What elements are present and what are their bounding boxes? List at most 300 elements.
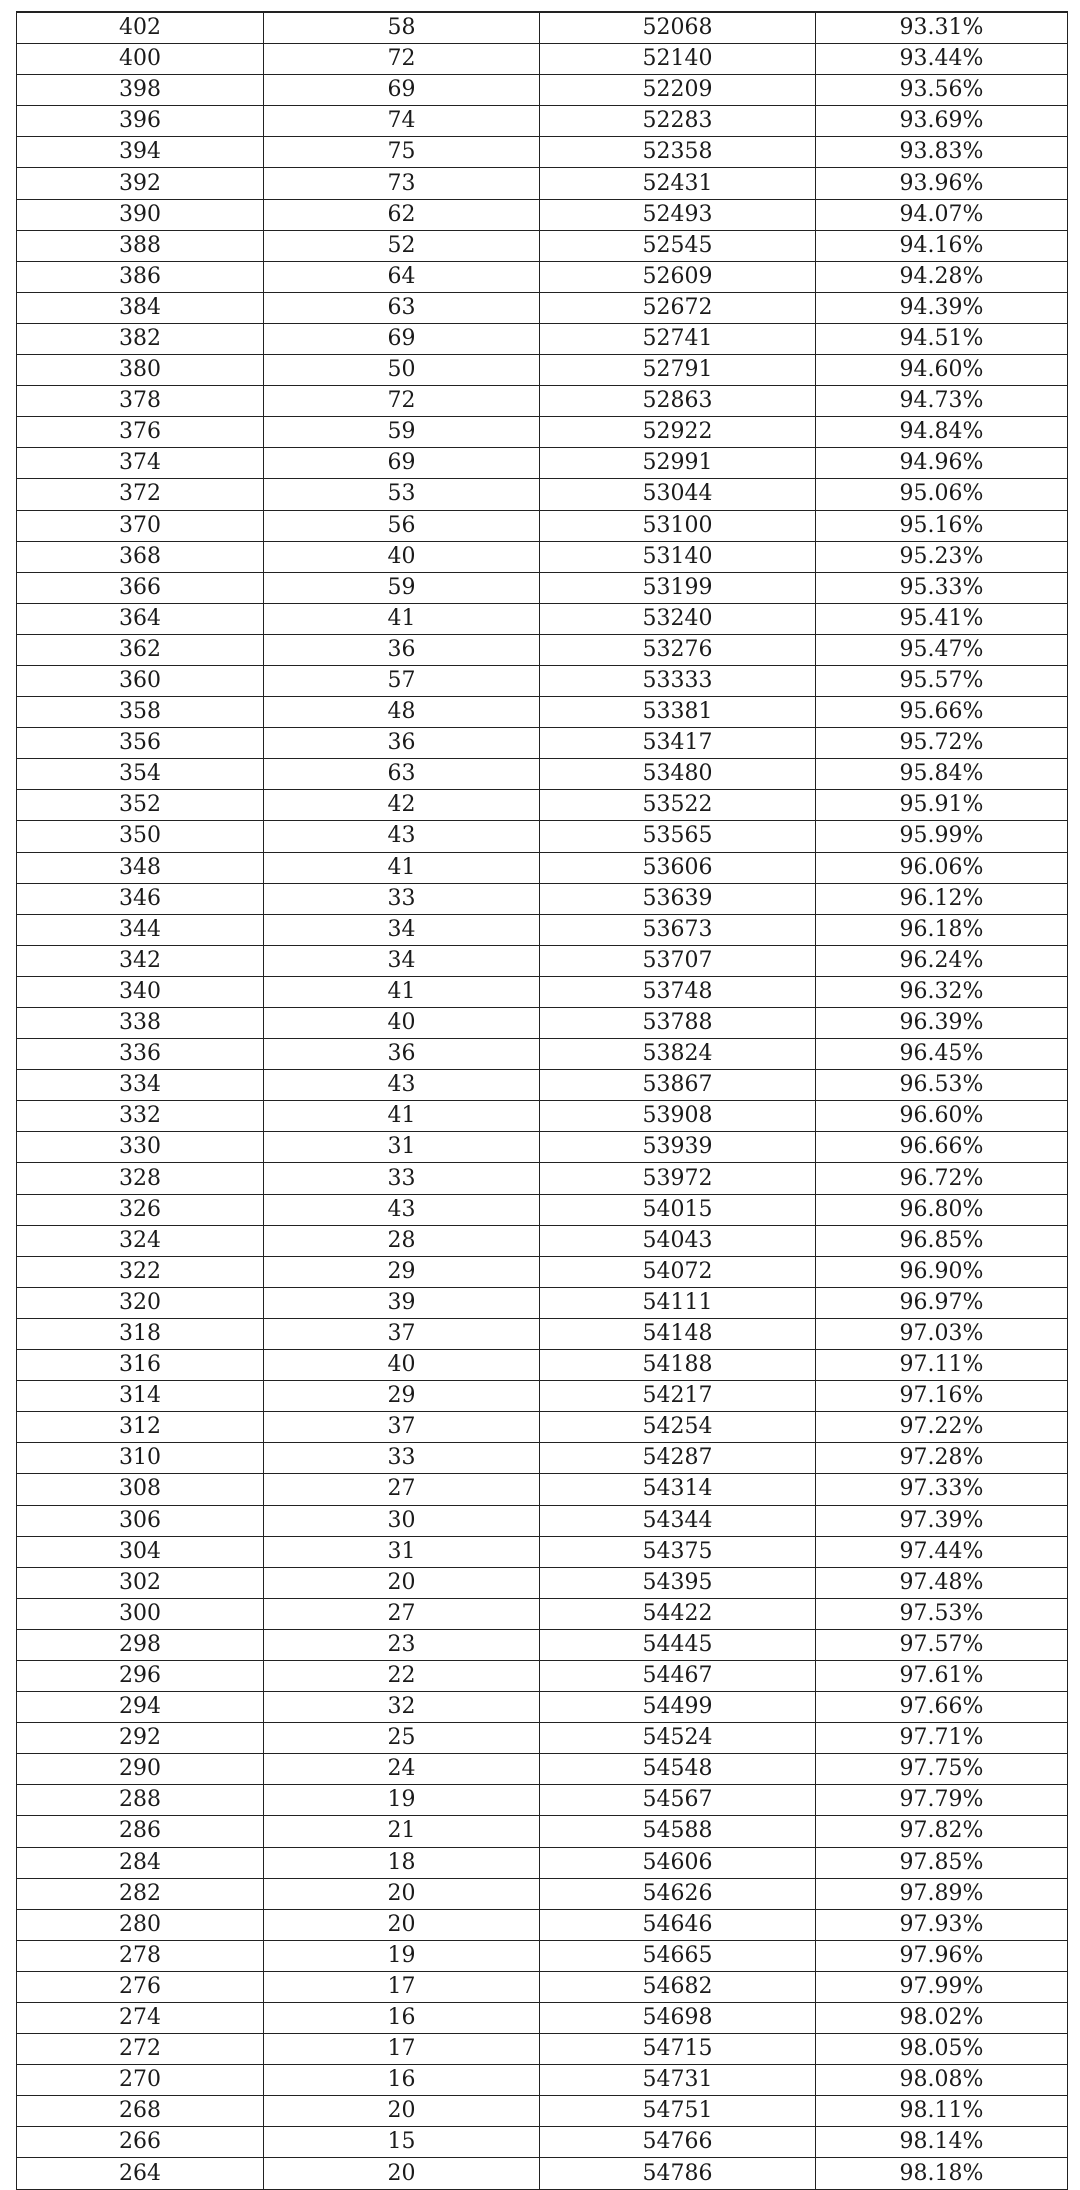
count-cell: 53 xyxy=(264,479,540,510)
table-row xyxy=(17,759,1068,790)
cumulative-count-cell: 53867 xyxy=(540,1070,816,1101)
score-cell: 374 xyxy=(17,448,264,479)
score-cell: 332 xyxy=(17,1101,264,1132)
count-cell: 42 xyxy=(264,790,540,821)
cumulative-percent-cell: 97.71% xyxy=(816,1723,1068,1754)
cumulative-count-cell: 54072 xyxy=(540,1256,816,1287)
cumulative-count-cell: 53140 xyxy=(540,541,816,572)
cumulative-count-cell: 52791 xyxy=(540,355,816,386)
cumulative-percent-cell: 93.44% xyxy=(816,44,1068,75)
cumulative-percent-cell: 95.57% xyxy=(816,665,1068,696)
count-cell: 27 xyxy=(264,1598,540,1629)
table-row xyxy=(17,1101,1068,1132)
count-cell: 21 xyxy=(264,1816,540,1847)
cumulative-percent-cell: 95.84% xyxy=(816,759,1068,790)
cumulative-percent-cell: 97.57% xyxy=(816,1629,1068,1660)
cumulative-percent-cell: 98.05% xyxy=(816,2034,1068,2065)
cumulative-count-cell: 53673 xyxy=(540,914,816,945)
table-row xyxy=(17,2096,1068,2127)
count-cell: 25 xyxy=(264,1723,540,1754)
cumulative-percent-cell: 96.60% xyxy=(816,1101,1068,1132)
table-row xyxy=(17,1163,1068,1194)
count-cell: 40 xyxy=(264,541,540,572)
table-row xyxy=(17,1256,1068,1287)
cumulative-percent-cell: 96.32% xyxy=(816,976,1068,1007)
cumulative-percent-cell: 96.45% xyxy=(816,1039,1068,1070)
count-cell: 34 xyxy=(264,914,540,945)
table-row xyxy=(17,697,1068,728)
cumulative-percent-cell: 97.93% xyxy=(816,1909,1068,1940)
cumulative-count-cell: 52358 xyxy=(540,137,816,168)
cumulative-percent-cell: 95.06% xyxy=(816,479,1068,510)
table-row xyxy=(17,603,1068,634)
count-cell: 36 xyxy=(264,1039,540,1070)
cumulative-percent-cell: 97.03% xyxy=(816,1318,1068,1349)
cumulative-percent-cell: 96.97% xyxy=(816,1287,1068,1318)
cumulative-count-cell: 53100 xyxy=(540,510,816,541)
table-row xyxy=(17,852,1068,883)
cumulative-percent-cell: 94.07% xyxy=(816,199,1068,230)
cumulative-count-cell: 54751 xyxy=(540,2096,816,2127)
cumulative-count-cell: 54524 xyxy=(540,1723,816,1754)
cumulative-percent-cell: 94.16% xyxy=(816,230,1068,261)
cumulative-count-cell: 54606 xyxy=(540,1847,816,1878)
cumulative-count-cell: 54715 xyxy=(540,2034,816,2065)
cumulative-percent-cell: 98.14% xyxy=(816,2127,1068,2158)
score-cell: 284 xyxy=(17,1847,264,1878)
cumulative-count-cell: 54148 xyxy=(540,1318,816,1349)
table-row xyxy=(17,386,1068,417)
cumulative-percent-cell: 97.53% xyxy=(816,1598,1068,1629)
score-cell: 340 xyxy=(17,976,264,1007)
score-cell: 266 xyxy=(17,2127,264,2158)
table-row xyxy=(17,199,1068,230)
score-cell: 316 xyxy=(17,1350,264,1381)
cumulative-percent-cell: 93.31% xyxy=(816,12,1068,44)
cumulative-percent-cell: 96.39% xyxy=(816,1008,1068,1039)
table-row xyxy=(17,2003,1068,2034)
cumulative-count-cell: 54111 xyxy=(540,1287,816,1318)
score-cell: 402 xyxy=(17,12,264,44)
score-cell: 324 xyxy=(17,1225,264,1256)
table-row xyxy=(17,1692,1068,1723)
table-row xyxy=(17,1474,1068,1505)
count-cell: 72 xyxy=(264,386,540,417)
score-cell: 394 xyxy=(17,137,264,168)
table-row xyxy=(17,1971,1068,2002)
table-row xyxy=(17,1567,1068,1598)
table-row xyxy=(17,2127,1068,2158)
score-cell: 392 xyxy=(17,168,264,199)
score-cell: 346 xyxy=(17,883,264,914)
count-cell: 32 xyxy=(264,1692,540,1723)
cumulative-count-cell: 53522 xyxy=(540,790,816,821)
count-cell: 20 xyxy=(264,2096,540,2127)
count-cell: 20 xyxy=(264,1567,540,1598)
score-cell: 388 xyxy=(17,230,264,261)
cumulative-count-cell: 54786 xyxy=(540,2158,816,2189)
cumulative-percent-cell: 97.16% xyxy=(816,1381,1068,1412)
cumulative-count-cell: 54766 xyxy=(540,2127,816,2158)
table-row xyxy=(17,1629,1068,1660)
score-cell: 342 xyxy=(17,945,264,976)
count-cell: 27 xyxy=(264,1474,540,1505)
table-row xyxy=(17,1505,1068,1536)
cumulative-count-cell: 54665 xyxy=(540,1940,816,1971)
score-cell: 322 xyxy=(17,1256,264,1287)
cumulative-percent-cell: 97.89% xyxy=(816,1878,1068,1909)
table-row xyxy=(17,417,1068,448)
score-cell: 338 xyxy=(17,1008,264,1039)
score-cell: 304 xyxy=(17,1536,264,1567)
table-row xyxy=(17,1785,1068,1816)
table-row xyxy=(17,479,1068,510)
table-row xyxy=(17,634,1068,665)
score-cell: 370 xyxy=(17,510,264,541)
cumulative-count-cell: 53908 xyxy=(540,1101,816,1132)
table-row xyxy=(17,1940,1068,1971)
cumulative-count-cell: 53240 xyxy=(540,603,816,634)
cumulative-percent-cell: 97.99% xyxy=(816,1971,1068,2002)
table-row xyxy=(17,106,1068,137)
table-row xyxy=(17,448,1068,479)
score-cell: 358 xyxy=(17,697,264,728)
cumulative-percent-cell: 97.85% xyxy=(816,1847,1068,1878)
table-row xyxy=(17,355,1068,386)
score-cell: 300 xyxy=(17,1598,264,1629)
cumulative-count-cell: 53417 xyxy=(540,728,816,759)
count-cell: 64 xyxy=(264,261,540,292)
cumulative-count-cell: 54698 xyxy=(540,2003,816,2034)
cumulative-count-cell: 53788 xyxy=(540,1008,816,1039)
count-cell: 34 xyxy=(264,945,540,976)
score-cell: 270 xyxy=(17,2065,264,2096)
count-cell: 19 xyxy=(264,1785,540,1816)
score-cell: 334 xyxy=(17,1070,264,1101)
count-cell: 17 xyxy=(264,2034,540,2065)
cumulative-count-cell: 54188 xyxy=(540,1350,816,1381)
count-cell: 20 xyxy=(264,1909,540,1940)
cumulative-percent-cell: 96.80% xyxy=(816,1194,1068,1225)
table-row xyxy=(17,510,1068,541)
cumulative-percent-cell: 93.83% xyxy=(816,137,1068,168)
table-row xyxy=(17,883,1068,914)
table-row xyxy=(17,137,1068,168)
cumulative-count-cell: 53333 xyxy=(540,665,816,696)
cumulative-count-cell: 52283 xyxy=(540,106,816,137)
count-cell: 74 xyxy=(264,106,540,137)
cumulative-percent-cell: 96.85% xyxy=(816,1225,1068,1256)
cumulative-percent-cell: 97.11% xyxy=(816,1350,1068,1381)
score-cell: 302 xyxy=(17,1567,264,1598)
score-distribution-table xyxy=(16,11,1068,2190)
cumulative-percent-cell: 97.48% xyxy=(816,1567,1068,1598)
count-cell: 69 xyxy=(264,323,540,354)
cumulative-percent-cell: 96.12% xyxy=(816,883,1068,914)
table-row xyxy=(17,1816,1068,1847)
count-cell: 52 xyxy=(264,230,540,261)
score-cell: 288 xyxy=(17,1785,264,1816)
score-cell: 292 xyxy=(17,1723,264,1754)
count-cell: 39 xyxy=(264,1287,540,1318)
cumulative-count-cell: 53565 xyxy=(540,821,816,852)
cumulative-percent-cell: 97.39% xyxy=(816,1505,1068,1536)
cumulative-count-cell: 53276 xyxy=(540,634,816,665)
score-cell: 348 xyxy=(17,852,264,883)
cumulative-count-cell: 53639 xyxy=(540,883,816,914)
cumulative-percent-cell: 96.06% xyxy=(816,852,1068,883)
table-row xyxy=(17,914,1068,945)
table-row xyxy=(17,1381,1068,1412)
cumulative-percent-cell: 96.24% xyxy=(816,945,1068,976)
score-cell: 312 xyxy=(17,1412,264,1443)
count-cell: 20 xyxy=(264,2158,540,2189)
cumulative-count-cell: 54015 xyxy=(540,1194,816,1225)
cumulative-percent-cell: 97.96% xyxy=(816,1940,1068,1971)
table-row xyxy=(17,1008,1068,1039)
count-cell: 30 xyxy=(264,1505,540,1536)
score-cell: 352 xyxy=(17,790,264,821)
count-cell: 56 xyxy=(264,510,540,541)
table-row xyxy=(17,2065,1068,2096)
table-row xyxy=(17,1443,1068,1474)
cumulative-percent-cell: 97.75% xyxy=(816,1754,1068,1785)
score-cell: 326 xyxy=(17,1194,264,1225)
table-row xyxy=(17,728,1068,759)
cumulative-percent-cell: 94.51% xyxy=(816,323,1068,354)
count-cell: 19 xyxy=(264,1940,540,1971)
count-cell: 58 xyxy=(264,12,540,44)
count-cell: 50 xyxy=(264,355,540,386)
count-cell: 40 xyxy=(264,1008,540,1039)
cumulative-count-cell: 54548 xyxy=(540,1754,816,1785)
cumulative-count-cell: 53972 xyxy=(540,1163,816,1194)
table-row xyxy=(17,230,1068,261)
cumulative-percent-cell: 98.18% xyxy=(816,2158,1068,2189)
cumulative-percent-cell: 97.66% xyxy=(816,1692,1068,1723)
count-cell: 59 xyxy=(264,572,540,603)
table-row xyxy=(17,1194,1068,1225)
count-cell: 48 xyxy=(264,697,540,728)
score-cell: 364 xyxy=(17,603,264,634)
count-cell: 41 xyxy=(264,852,540,883)
cumulative-percent-cell: 97.82% xyxy=(816,1816,1068,1847)
cumulative-count-cell: 54682 xyxy=(540,1971,816,2002)
cumulative-count-cell: 54646 xyxy=(540,1909,816,1940)
score-cell: 328 xyxy=(17,1163,264,1194)
cumulative-percent-cell: 94.28% xyxy=(816,261,1068,292)
table-row xyxy=(17,1598,1068,1629)
count-cell: 43 xyxy=(264,821,540,852)
cumulative-percent-cell: 96.53% xyxy=(816,1070,1068,1101)
score-cell: 336 xyxy=(17,1039,264,1070)
cumulative-percent-cell: 96.90% xyxy=(816,1256,1068,1287)
table-row xyxy=(17,790,1068,821)
count-cell: 41 xyxy=(264,976,540,1007)
count-cell: 62 xyxy=(264,199,540,230)
table-row xyxy=(17,1909,1068,1940)
cumulative-count-cell: 54254 xyxy=(540,1412,816,1443)
cumulative-count-cell: 52741 xyxy=(540,323,816,354)
score-cell: 320 xyxy=(17,1287,264,1318)
cumulative-count-cell: 52922 xyxy=(540,417,816,448)
cumulative-percent-cell: 94.84% xyxy=(816,417,1068,448)
table-row xyxy=(17,1660,1068,1691)
cumulative-count-cell: 52863 xyxy=(540,386,816,417)
count-cell: 28 xyxy=(264,1225,540,1256)
table-row xyxy=(17,945,1068,976)
score-cell: 330 xyxy=(17,1132,264,1163)
cumulative-count-cell: 52140 xyxy=(540,44,816,75)
count-cell: 37 xyxy=(264,1318,540,1349)
score-cell: 400 xyxy=(17,44,264,75)
count-cell: 69 xyxy=(264,75,540,106)
cumulative-count-cell: 52672 xyxy=(540,292,816,323)
count-cell: 59 xyxy=(264,417,540,448)
cumulative-percent-cell: 95.41% xyxy=(816,603,1068,634)
cumulative-percent-cell: 95.66% xyxy=(816,697,1068,728)
count-cell: 22 xyxy=(264,1660,540,1691)
cumulative-count-cell: 54287 xyxy=(540,1443,816,1474)
score-cell: 354 xyxy=(17,759,264,790)
score-cell: 386 xyxy=(17,261,264,292)
cumulative-percent-cell: 98.08% xyxy=(816,2065,1068,2096)
score-cell: 344 xyxy=(17,914,264,945)
count-cell: 63 xyxy=(264,759,540,790)
score-cell: 314 xyxy=(17,1381,264,1412)
table-row xyxy=(17,323,1068,354)
cumulative-count-cell: 53044 xyxy=(540,479,816,510)
table-row xyxy=(17,665,1068,696)
cumulative-percent-cell: 95.23% xyxy=(816,541,1068,572)
score-cell: 282 xyxy=(17,1878,264,1909)
score-cell: 296 xyxy=(17,1660,264,1691)
cumulative-percent-cell: 96.66% xyxy=(816,1132,1068,1163)
count-cell: 73 xyxy=(264,168,540,199)
score-cell: 378 xyxy=(17,386,264,417)
cumulative-percent-cell: 95.91% xyxy=(816,790,1068,821)
cumulative-count-cell: 53707 xyxy=(540,945,816,976)
table-row xyxy=(17,261,1068,292)
table-row xyxy=(17,1287,1068,1318)
cumulative-count-cell: 54217 xyxy=(540,1381,816,1412)
table-row xyxy=(17,1847,1068,1878)
score-cell: 310 xyxy=(17,1443,264,1474)
cumulative-count-cell: 53199 xyxy=(540,572,816,603)
cumulative-count-cell: 54375 xyxy=(540,1536,816,1567)
cumulative-count-cell: 54731 xyxy=(540,2065,816,2096)
count-cell: 15 xyxy=(264,2127,540,2158)
score-cell: 382 xyxy=(17,323,264,354)
table-row xyxy=(17,1723,1068,1754)
table-row xyxy=(17,1318,1068,1349)
table-row xyxy=(17,44,1068,75)
cumulative-count-cell: 54588 xyxy=(540,1816,816,1847)
cumulative-percent-cell: 98.02% xyxy=(816,2003,1068,2034)
count-cell: 37 xyxy=(264,1412,540,1443)
table-body xyxy=(17,12,1068,2189)
table-row xyxy=(17,1754,1068,1785)
cumulative-count-cell: 54314 xyxy=(540,1474,816,1505)
cumulative-count-cell: 54445 xyxy=(540,1629,816,1660)
cumulative-percent-cell: 97.44% xyxy=(816,1536,1068,1567)
count-cell: 43 xyxy=(264,1070,540,1101)
table-row xyxy=(17,1536,1068,1567)
cumulative-percent-cell: 95.99% xyxy=(816,821,1068,852)
score-cell: 318 xyxy=(17,1318,264,1349)
cumulative-percent-cell: 97.79% xyxy=(816,1785,1068,1816)
cumulative-percent-cell: 95.47% xyxy=(816,634,1068,665)
score-cell: 384 xyxy=(17,292,264,323)
count-cell: 33 xyxy=(264,1443,540,1474)
score-cell: 280 xyxy=(17,1909,264,1940)
cumulative-percent-cell: 93.96% xyxy=(816,168,1068,199)
count-cell: 29 xyxy=(264,1381,540,1412)
table-row xyxy=(17,976,1068,1007)
table-row xyxy=(17,292,1068,323)
cumulative-percent-cell: 97.61% xyxy=(816,1660,1068,1691)
cumulative-count-cell: 52431 xyxy=(540,168,816,199)
score-cell: 350 xyxy=(17,821,264,852)
table-row xyxy=(17,1070,1068,1101)
count-cell: 43 xyxy=(264,1194,540,1225)
cumulative-count-cell: 54395 xyxy=(540,1567,816,1598)
count-cell: 72 xyxy=(264,44,540,75)
cumulative-count-cell: 54043 xyxy=(540,1225,816,1256)
cumulative-percent-cell: 94.39% xyxy=(816,292,1068,323)
cumulative-percent-cell: 98.11% xyxy=(816,2096,1068,2127)
count-cell: 63 xyxy=(264,292,540,323)
score-cell: 272 xyxy=(17,2034,264,2065)
score-cell: 362 xyxy=(17,634,264,665)
cumulative-percent-cell: 94.73% xyxy=(816,386,1068,417)
cumulative-count-cell: 54499 xyxy=(540,1692,816,1723)
score-cell: 356 xyxy=(17,728,264,759)
table-row xyxy=(17,541,1068,572)
cumulative-count-cell: 52209 xyxy=(540,75,816,106)
cumulative-percent-cell: 97.28% xyxy=(816,1443,1068,1474)
table-row xyxy=(17,1412,1068,1443)
cumulative-count-cell: 53381 xyxy=(540,697,816,728)
cumulative-count-cell: 53824 xyxy=(540,1039,816,1070)
cumulative-count-cell: 54567 xyxy=(540,1785,816,1816)
cumulative-count-cell: 54422 xyxy=(540,1598,816,1629)
cumulative-percent-cell: 95.33% xyxy=(816,572,1068,603)
score-cell: 278 xyxy=(17,1940,264,1971)
score-cell: 276 xyxy=(17,1971,264,2002)
count-cell: 31 xyxy=(264,1132,540,1163)
table-row xyxy=(17,2158,1068,2189)
count-cell: 33 xyxy=(264,883,540,914)
table-row xyxy=(17,1132,1068,1163)
score-cell: 268 xyxy=(17,2096,264,2127)
count-cell: 36 xyxy=(264,634,540,665)
table-row xyxy=(17,1878,1068,1909)
count-cell: 24 xyxy=(264,1754,540,1785)
score-cell: 368 xyxy=(17,541,264,572)
cumulative-count-cell: 53480 xyxy=(540,759,816,790)
cumulative-count-cell: 52991 xyxy=(540,448,816,479)
cumulative-count-cell: 52068 xyxy=(540,12,816,44)
table-row xyxy=(17,12,1068,44)
score-cell: 372 xyxy=(17,479,264,510)
count-cell: 40 xyxy=(264,1350,540,1381)
cumulative-count-cell: 52493 xyxy=(540,199,816,230)
cumulative-count-cell: 54467 xyxy=(540,1660,816,1691)
score-cell: 290 xyxy=(17,1754,264,1785)
cumulative-count-cell: 53939 xyxy=(540,1132,816,1163)
score-cell: 298 xyxy=(17,1629,264,1660)
